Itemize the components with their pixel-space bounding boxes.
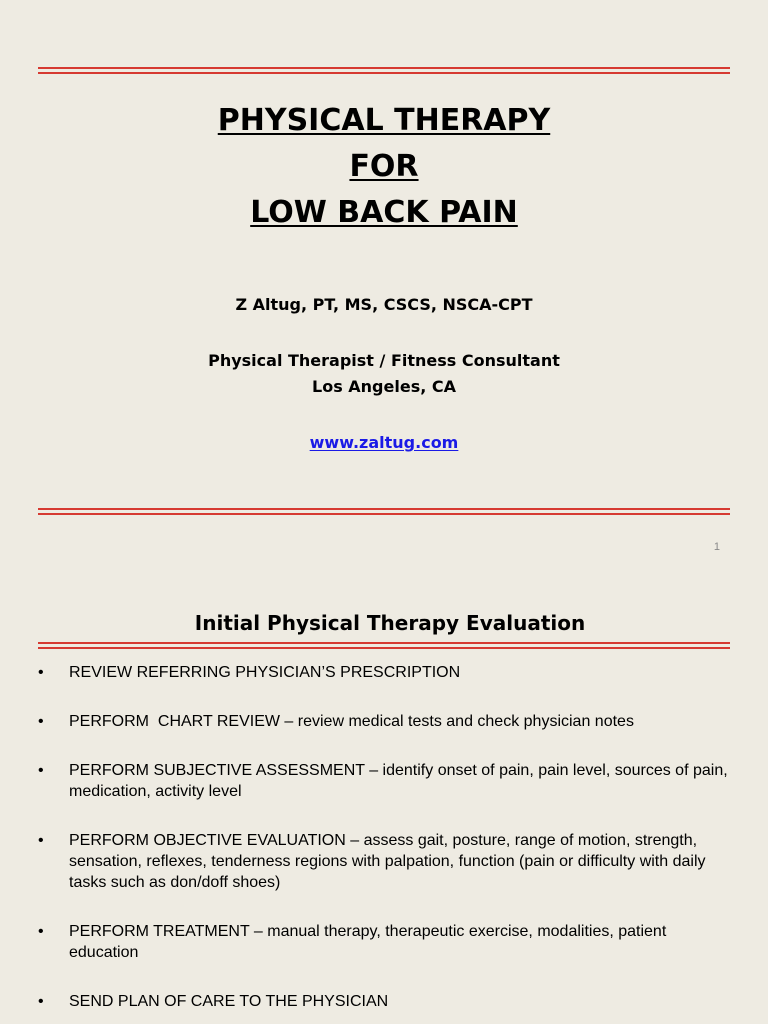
author-role: Physical Therapist / Fitness Consultant: [208, 351, 560, 370]
list-item: [38, 830, 728, 893]
author-location: Los Angeles, CA: [312, 377, 456, 396]
list-item: [38, 760, 728, 802]
slide-title-line-1: PHYSICAL THERAPY: [217, 103, 551, 138]
bullet-icon: •: [38, 993, 44, 1010]
slide-title-line-3: LOW BACK PAIN: [250, 195, 518, 230]
evaluation-bullet-list: [38, 662, 728, 1024]
author-credentials: Z Altug, PT, MS, CSCS, NSCA-CPT: [235, 295, 533, 314]
list-item: [38, 921, 728, 963]
bullet-icon: •: [38, 832, 44, 849]
bullet-text: PERFORM TREATMENT – manual therapy, therapeutic exercise, modalities, patient education: [69, 923, 667, 961]
bullet-text: PERFORM OBJECTIVE EVALUATION – assess gait, posture, range of motion, strength, sensation, reflexes, tenderness regions with palpation, function (pain or difficulty with daily tasks such as don/doff shoes): [69, 832, 706, 891]
evaluation-heading: Initial Physical Therapy Evaluation: [194, 611, 586, 635]
bottom-divider: [38, 508, 730, 515]
list-item: [38, 711, 728, 732]
list-item: [38, 991, 728, 1012]
bullet-icon: •: [38, 923, 44, 940]
bullet-text: PERFORM SUBJECTIVE ASSESSMENT – identify onset of pain, pain level, sources of pain, medication, activity level: [69, 762, 728, 800]
bullet-icon: •: [38, 713, 44, 730]
page-number: 1: [713, 541, 720, 553]
website-link[interactable]: www.zaltug.com: [309, 433, 459, 452]
top-divider: [38, 67, 730, 74]
bullet-icon: •: [38, 664, 44, 681]
bullet-text: SEND PLAN OF CARE TO THE PHYSICIAN: [69, 993, 389, 1010]
slide-title-line-2: FOR: [349, 149, 419, 184]
bullet-text: PERFORM CHART REVIEW – review medical tests and check physician notes: [69, 713, 634, 730]
bullet-text: REVIEW REFERRING PHYSICIAN’S PRESCRIPTION: [69, 664, 461, 681]
bullet-icon: •: [38, 762, 44, 779]
heading-divider: [38, 642, 730, 649]
website-line: [0, 430, 768, 456]
list-item: [38, 662, 728, 683]
